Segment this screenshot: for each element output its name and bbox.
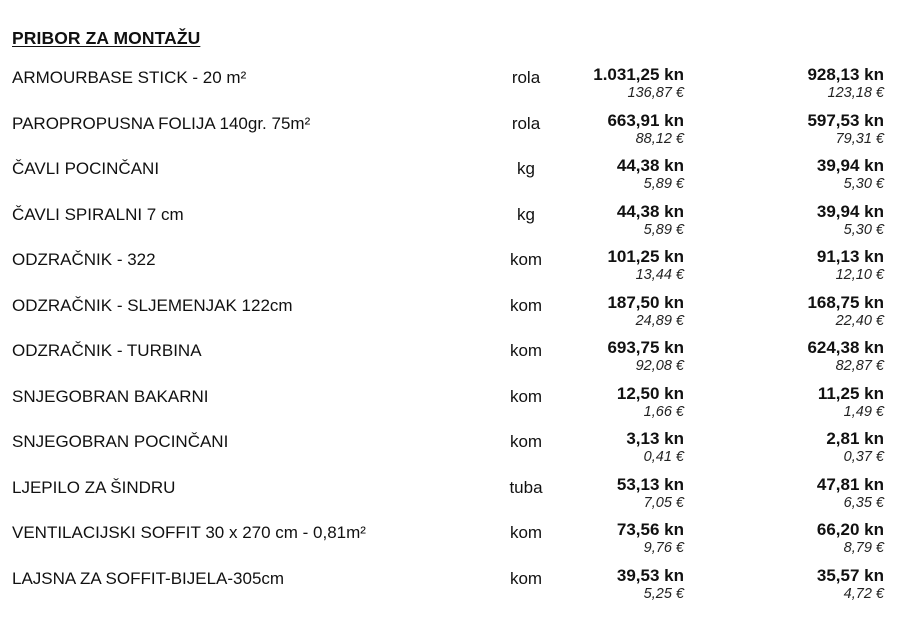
price-eur: 6,35 € xyxy=(843,494,884,511)
price-kn: 11,25 kn xyxy=(817,383,884,403)
price-kn: 693,75 kn xyxy=(607,338,684,357)
price-kn: 2,81 kn xyxy=(826,429,884,448)
item-unit: rola xyxy=(511,68,541,87)
price-kn: 44,38 kn xyxy=(616,201,684,221)
price-column-1 xyxy=(617,384,684,421)
price-kn: 624,38 kn xyxy=(807,338,884,357)
item-name: ODZRAČNIK - SLJEMENJAK 122cm xyxy=(12,295,293,315)
price-row xyxy=(0,109,914,155)
price-kn: 101,25 kn xyxy=(607,247,684,266)
price-eur: 5,89 € xyxy=(643,221,684,238)
price-kn: 597,53 kn xyxy=(807,110,884,130)
price-eur: 9,76 € xyxy=(643,540,684,556)
price-kn: 168,75 kn xyxy=(807,292,884,312)
price-column-1 xyxy=(626,429,684,466)
item-name: ODZRAČNIK - 322 xyxy=(12,250,156,269)
price-kn: 35,57 kn xyxy=(816,565,884,585)
item-unit: kom xyxy=(509,295,543,315)
price-row xyxy=(0,154,914,200)
price-column-1 xyxy=(593,65,684,102)
price-eur: 4,72 € xyxy=(843,585,884,602)
price-kn: 928,13 kn xyxy=(807,65,884,84)
price-kn: 187,50 kn xyxy=(607,292,684,312)
price-eur: 8,79 € xyxy=(843,540,884,556)
item-unit: kom xyxy=(509,432,543,451)
item-unit: kom xyxy=(509,250,543,269)
price-column-2 xyxy=(817,520,884,557)
price-row xyxy=(0,427,914,473)
price-eur: 7,05 € xyxy=(643,494,684,511)
price-column-2 xyxy=(807,65,884,102)
item-unit: kg xyxy=(517,204,535,224)
price-column-1 xyxy=(617,202,684,239)
price-eur: 22,40 € xyxy=(835,312,884,329)
price-column-2 xyxy=(807,338,884,375)
price-column-1 xyxy=(607,111,684,148)
price-column-1 xyxy=(607,338,684,375)
price-eur: 13,44 € xyxy=(635,267,684,283)
price-row xyxy=(0,382,914,428)
price-column-2 xyxy=(817,202,884,239)
price-eur: 1,66 € xyxy=(643,403,684,420)
price-column-2 xyxy=(817,475,884,512)
item-name: SNJEGOBRAN POCINČANI xyxy=(12,432,229,451)
price-eur: 5,30 € xyxy=(843,176,884,192)
price-eur: 123,18 € xyxy=(827,85,884,101)
price-column-1 xyxy=(617,566,684,603)
price-kn: 47,81 kn xyxy=(816,474,884,494)
price-kn: 66,20 kn xyxy=(816,520,884,539)
price-eur: 0,37 € xyxy=(843,449,884,465)
price-column-2 xyxy=(817,247,884,284)
price-eur: 0,41 € xyxy=(643,449,684,465)
price-column-2 xyxy=(807,293,884,330)
item-name: LJEPILO ZA ŠINDRU xyxy=(12,477,176,497)
price-kn: 53,13 kn xyxy=(616,474,684,494)
price-eur: 82,87 € xyxy=(835,358,884,374)
price-eur: 92,08 € xyxy=(635,358,684,374)
item-unit: kom xyxy=(509,341,543,360)
price-eur: 5,30 € xyxy=(843,221,884,238)
price-kn: 3,13 kn xyxy=(626,429,684,448)
price-row xyxy=(0,518,914,564)
price-column-2 xyxy=(817,566,884,603)
item-unit: kom xyxy=(509,523,543,542)
price-row xyxy=(0,63,914,109)
price-eur: 136,87 € xyxy=(627,85,684,101)
price-column-2 xyxy=(826,429,884,466)
price-row xyxy=(0,291,914,337)
item-unit: tuba xyxy=(509,477,543,497)
price-kn: 39,94 kn xyxy=(816,201,884,221)
price-column-1 xyxy=(607,247,684,284)
clipped-column-header-2 xyxy=(822,0,882,5)
item-name: VENTILACIJSKI SOFFIT 30 x 270 cm - 0,81m² xyxy=(12,523,366,542)
price-kn: 663,91 kn xyxy=(607,110,684,130)
price-kn: 73,56 kn xyxy=(616,520,684,539)
price-kn: 39,94 kn xyxy=(816,156,884,175)
price-column-2 xyxy=(807,111,884,148)
price-row xyxy=(0,200,914,246)
price-row xyxy=(0,336,914,382)
item-unit: rola xyxy=(511,113,541,133)
item-name: ČAVLI SPIRALNI 7 cm xyxy=(12,204,184,224)
item-unit: kg xyxy=(517,159,535,178)
price-eur: 88,12 € xyxy=(635,130,684,147)
item-name: SNJEGOBRAN BAKARNI xyxy=(12,386,209,406)
price-eur: 79,31 € xyxy=(835,130,884,147)
price-eur: 1,49 € xyxy=(843,403,884,420)
item-unit: kom xyxy=(509,386,543,406)
item-unit: kom xyxy=(509,568,543,588)
price-eur: 12,10 € xyxy=(835,267,884,283)
price-column-2 xyxy=(817,156,884,193)
section-title: PRIBOR ZA MONTAŽU xyxy=(12,28,201,48)
item-name: ODZRAČNIK - TURBINA xyxy=(12,341,202,360)
item-name: LAJSNA ZA SOFFIT-BIJELA-305cm xyxy=(12,568,285,588)
price-column-1 xyxy=(607,293,684,330)
clipped-column-header-1 xyxy=(618,0,678,5)
price-kn: 39,53 kn xyxy=(616,565,684,585)
price-kn: 91,13 kn xyxy=(816,247,884,266)
price-list xyxy=(0,63,914,609)
price-kn: 1.031,25 kn xyxy=(593,65,684,84)
price-eur: 5,25 € xyxy=(643,585,684,602)
item-name: PAROPROPUSNA FOLIJA 140gr. 75m² xyxy=(12,113,311,133)
price-row xyxy=(0,564,914,610)
price-row xyxy=(0,473,914,519)
price-column-2 xyxy=(818,384,884,421)
price-column-1 xyxy=(617,475,684,512)
price-kn: 44,38 kn xyxy=(616,156,684,175)
price-eur: 5,89 € xyxy=(643,176,684,192)
price-kn: 12,50 kn xyxy=(616,383,684,403)
price-column-1 xyxy=(617,520,684,557)
price-column-1 xyxy=(617,156,684,193)
item-name: ARMOURBASE STICK - 20 m² xyxy=(12,68,247,87)
item-name: ČAVLI POCINČANI xyxy=(12,159,160,178)
price-row xyxy=(0,245,914,291)
price-eur: 24,89 € xyxy=(635,312,684,329)
